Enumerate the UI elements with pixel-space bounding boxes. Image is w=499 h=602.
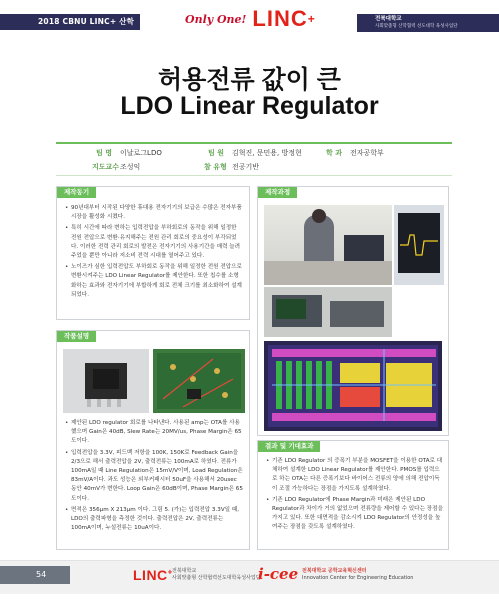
motivation-text — [65, 204, 243, 302]
page-number: 54 — [0, 566, 70, 584]
chip-layout-image — [264, 341, 442, 431]
university-name: 전북대학교 — [375, 16, 402, 22]
members-value: 김혁진, 문민용, 방정현 — [232, 149, 302, 157]
results-heading: 결과 및 기대효과 — [258, 441, 320, 452]
waveform-icon — [394, 205, 444, 285]
dept-label: 학 과 — [326, 149, 342, 157]
footer-linc-plus: + — [167, 567, 173, 577]
description-bullet: • 면적은 356μm X 213μm 이다. 그림 5. (가)는 입력전압 3.3V일 때, LDO의 출력파형을 측정한 것이다. 출력전압은 2V, 출력전류는 100mA이며, 누설전류는 10uA이다. — [65, 506, 243, 534]
motivation-bullet: • 90년대부터 시작된 다양한 휴대용 전자기기의 보급은 수많은 전자부품 시장을 활성화 시켰다. — [65, 204, 243, 222]
advisor-value: 조성익 — [120, 163, 141, 171]
header-brand — [185, 8, 316, 30]
slogan: Only One! — [185, 12, 247, 26]
footer-icee-caption — [302, 568, 413, 581]
process-section — [257, 186, 449, 436]
linc-logo-text: LINC — [252, 6, 308, 31]
lab-photo — [264, 205, 392, 285]
footer-icee-line2: Innovation Center for Engineering Education — [302, 574, 414, 581]
advisor-label: 지도교수 — [92, 163, 120, 171]
team-value: 이날로그LDO — [120, 149, 162, 157]
info-row — [56, 160, 452, 174]
description-section — [56, 330, 250, 550]
footer-linc-line2: 사회맞춤형 산학협력선도대학육성사업단 — [172, 574, 261, 581]
results-text — [266, 457, 444, 535]
results-section — [257, 440, 449, 550]
description-heading: 작품설명 — [57, 331, 96, 342]
chip-icon — [63, 349, 149, 413]
university-banner — [357, 14, 499, 32]
circuit-board-icon — [153, 349, 245, 413]
waveform-photo — [394, 205, 444, 285]
linc-logo-plus: + — [307, 12, 316, 26]
info-row — [56, 146, 452, 160]
description-text — [65, 419, 243, 535]
board-photo — [153, 349, 245, 413]
type-value: 전공기반 — [232, 163, 260, 171]
process-heading: 제작과정 — [258, 187, 297, 198]
motivation-bullet: • 노이즈가 심한 입력전압도 부하회로 동작을 위해 일정한 전원 전압으로 변환시켜주는 LDO Linear Regulator를 제안한다. 또한 칩수를 소형화하는 효과와 전자기기에 부합하게 회로 전체 크기를 최소화하여 설계되었다. — [65, 263, 243, 300]
dept-value: 전자공학부 — [350, 149, 384, 157]
bench-photo — [264, 287, 392, 337]
page-title-line1: 허용전류 값이 큰 — [158, 66, 341, 94]
description-bullet: • 입력전압을 3.3V, 피드백 저항을 100K, 150K로 Feedback Gain을 2/3으로 해서 출력전압을 2V, 출력전류는 100mA로 하였다. 전류가 100mA일 때 Line Regulation은 15mV/V이며, Load Regulation은 83mV/A이다. 과도 성능은 외부커패시터 50uF을 사용해서 20usec 동안 40mV가 변한다. Loop Gain은 60dB이며, Phase Margin은 65도이다. — [65, 449, 243, 504]
footer-icee-line1: 전북대학교 공학교육혁신센터 — [302, 568, 367, 574]
footer-linc-line1: 전북대학교 — [172, 568, 197, 574]
description-bullet: • 제안된 LDO regulator 회로를 나타낸다. 사용된 amp는 OTA를 사용했으며 Gain은 40dB, Slew Rate는 20MV/us, Phase Margin은 65도이다. — [65, 419, 243, 447]
layout-icon — [264, 341, 442, 431]
motivation-heading: 제작동기 — [57, 187, 96, 198]
footer-icee-logo: i-cee — [258, 565, 299, 583]
footer-linc-caption — [172, 568, 261, 581]
page-title-line2: LDO Linear Regulator — [120, 92, 379, 120]
members-label: 팀 원 — [208, 149, 224, 157]
motivation-section — [56, 186, 250, 320]
project-info — [56, 142, 452, 176]
type-label: 참 유형 — [204, 163, 227, 171]
footer-linc-logo — [133, 567, 173, 583]
results-bullet: • 기존 LDO Regulator 의 증폭기 부분을 MOSFET을 이용한 OTA로 대체하여 설계한 LDO Linear Regulator를 제안한다. PMOS를 입력으로 하는 OTA는 다른 증폭기보다 바이어스 전류의 양에 의해 전압이득이 조절 가능하다는 장점을 가지도록 설계하였다. — [266, 457, 444, 494]
chip-photo — [63, 349, 149, 413]
results-bullet: • 기존 LDO Regulator에 Phase Margin과 미래은 제안된 LDO Regulator과 차이가 거의 없었으며 전류량을 제어할 수 있다는 장점을 가지고 있다. 또한 대면적을 감소시켜 LDO Regulator의 안정성을 높여주는 장점을 갖도록 설계하였다. — [266, 496, 444, 533]
footer-linc-text: LINC — [133, 567, 168, 583]
program-name: 사회맞춤형 산학협력 선도대학 육성사업단 — [375, 24, 458, 29]
team-label: 팀 명 — [96, 149, 112, 157]
festival-label: 2018 CBNU LINC+ 산학협력 페스티벌 — [0, 14, 140, 30]
motivation-bullet: • 특히 시간에 따라 변하는 입력전압을 부하회로의 동작을 위해 일정한 전원 전압으로 변환·유지해주는 전원 관리 회로의 중요성이 부각되었다. 이러한 전력 관리 회로의 발전은 전자기기의 사용기간을 매력 늘려주었을 뿐만 아니라 저소비 전력 시대를 열어주고 있다. — [65, 224, 243, 261]
page-header — [0, 0, 499, 42]
linc-logo — [252, 8, 315, 30]
